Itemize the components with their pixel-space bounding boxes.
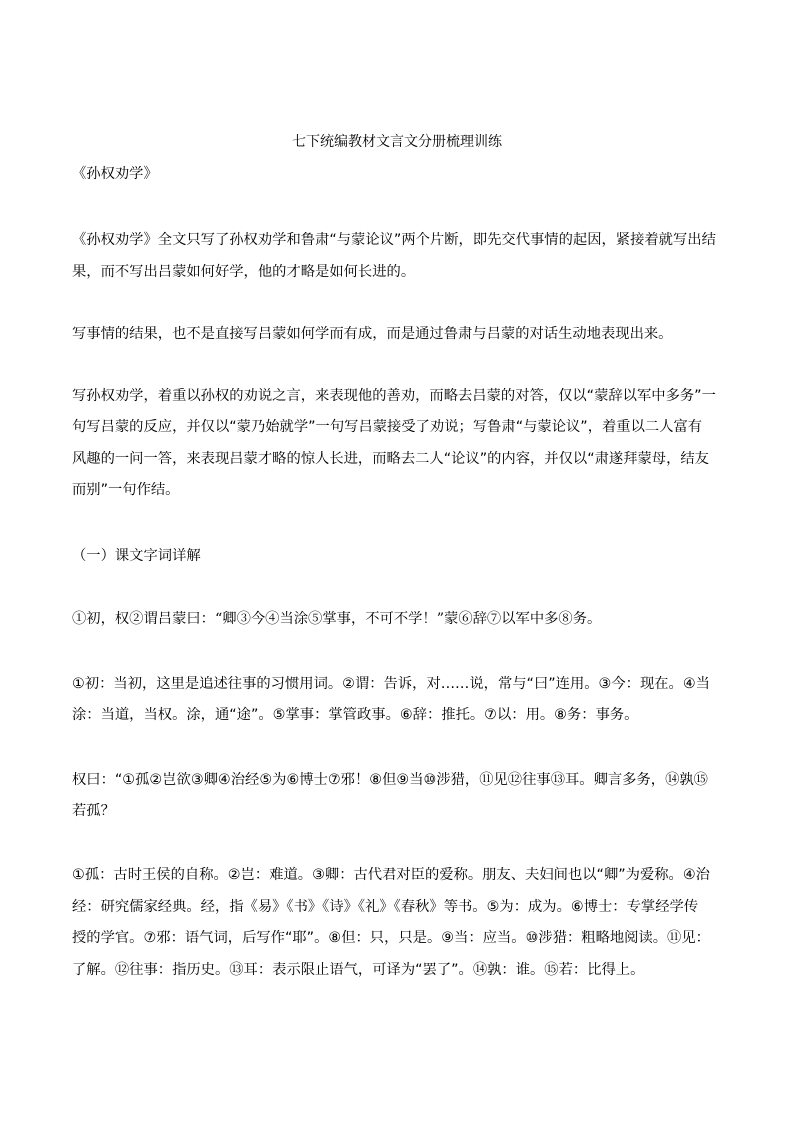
notes-2-line-1: ①孤：古时王侯的自称。②岂：难道。③卿：古代君对臣的爱称。朋友、夫妇间也以“卿”为爱称。④治 xyxy=(72,867,710,883)
section-heading: （一）课文字词详解 xyxy=(72,548,201,564)
notes-2-line-4: 了解。⑫往事：指历史。⑬耳：表示限止语气，可译为“罢了”。⑭孰：谁。⑮若：比得上。 xyxy=(72,962,645,978)
passage-2-line-1: 权曰：“①孤②岂欲③卿④治经⑤为⑥博士⑦邪！⑧但⑨当⑩涉猎，⑪见⑫往事⑬耳。卿言多务，⑭孰⑮ xyxy=(72,772,708,788)
notes-2-line-2: 经：研究儒家经典。经，指《易》《书》《诗》《礼》《春秋》等书。⑤为：成为。⑥博士：专掌经学传 xyxy=(72,899,699,915)
notes-1-line-1: ①初：当初，这里是追述往事的习惯用词。②谓：告诉，对……说，常与“曰”连用。③今：现在。④当 xyxy=(72,676,710,692)
notes-2-line-3: 授的学官。⑦邪：语气词，后写作“耶”。⑧但：只，只是。⑨当：应当。⑩涉猎：粗略地阅读。⑪见： xyxy=(72,930,710,946)
page-title: 七下统编教材文言文分册梳理训练 xyxy=(292,134,502,150)
subtitle: 《孙权劝学》 xyxy=(72,166,158,182)
notes-1-line-2: 涂：当道，当权。涂，通“途”。⑤掌事：掌管政事。⑥辞：推托。⑦以：用。⑧务：事务。 xyxy=(72,707,639,723)
intro-paragraph-1-line-2: 果，而不写出吕蒙如何好学，他的才略是如何长进的。 xyxy=(72,264,416,280)
intro-paragraph-3-line-1: 写孙权劝学，着重以孙权的劝说之言，来表现他的善劝，而略去吕蒙的对答，仅以“蒙辞以军中多务”一 xyxy=(72,388,716,404)
passage-1-line-1: ①初，权②谓吕蒙曰：“卿③今④当涂⑤掌事，不可不学！”蒙⑥辞⑦以军中多⑧务。 xyxy=(72,611,602,627)
intro-paragraph-3-line-3: 风趣的一问一答，来表现吕蒙才略的惊人长进，而略去二人“论议”的内容，并仅以“肃遂拜蒙母，结友 xyxy=(72,451,709,467)
intro-paragraph-1-line-1: 《孙权劝学》全文只写了孙权劝学和鲁肃“与蒙论议”两个片断，即先交代事情的起因，紧接着就写出结 xyxy=(72,232,716,248)
intro-paragraph-2-line-1: 写事情的结果，也不是直接写吕蒙如何学而有成，而是通过鲁肃与吕蒙的对话生动地表现出来。 xyxy=(72,326,673,342)
intro-paragraph-3-line-4: 而别”一句作结。 xyxy=(72,482,180,498)
intro-paragraph-3-line-2: 句写吕蒙的反应，并仅以“蒙乃始就学”一句写吕蒙接受了劝说；写鲁肃“与蒙论议”，着重以二人富有 xyxy=(72,419,703,435)
passage-2-line-2: 若孤？ xyxy=(72,803,115,819)
